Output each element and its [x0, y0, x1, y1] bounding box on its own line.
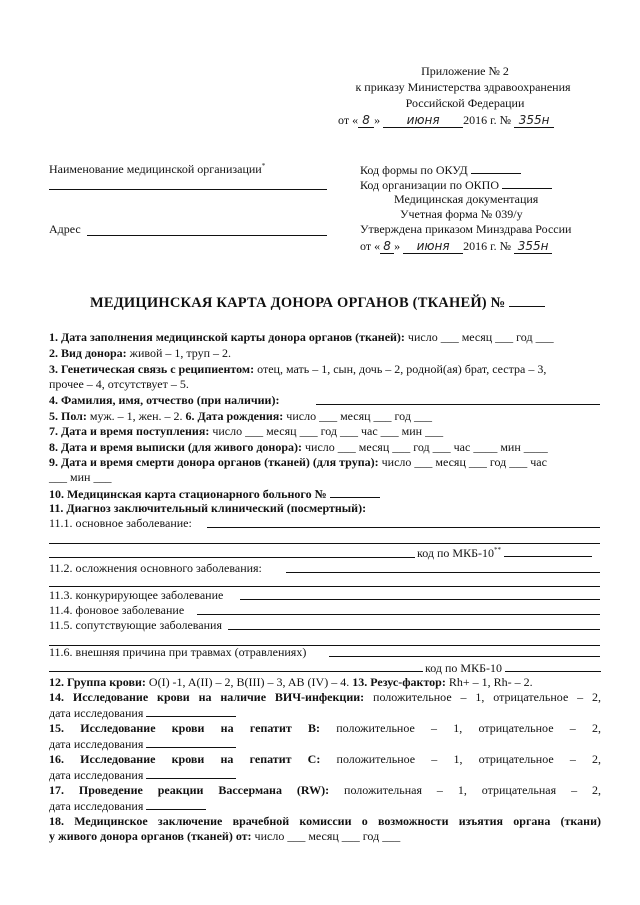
- approval-date-line: от « 8 » июня 2016 г. № 355н: [360, 239, 552, 254]
- hepb-study-date-field[interactable]: [146, 736, 236, 748]
- item-16-date: дата исследования: [49, 767, 236, 782]
- main-disease-field-2[interactable]: [49, 543, 600, 544]
- doc-type: Медицинская документация: [394, 192, 539, 206]
- item-15-date: дата исследования: [49, 736, 236, 751]
- item-3-cont: прочее – 4, отсутствует – 5.: [49, 377, 189, 391]
- approval-line: Утверждена приказом Минздрава России: [360, 222, 572, 236]
- item-10: 10. Медицинская карта стационарного больного №: [49, 486, 380, 501]
- appendix-order-line: к приказу Министерства здравоохранения: [355, 80, 571, 94]
- card-number-field[interactable]: [509, 295, 545, 307]
- handwritten-approval-number: 355н: [514, 240, 552, 254]
- handwritten-approval-month: июня: [403, 240, 463, 254]
- item-15: 15. Исследование крови на гепатит В: положительное – 1, отрицательное – 2,: [49, 721, 601, 735]
- item-14-date: дата исследования: [49, 705, 236, 720]
- form-title: МЕДИЦИНСКАЯ КАРТА ДОНОРА ОРГАНОВ (ТКАНЕЙ) №: [90, 295, 545, 310]
- external-cause-field[interactable]: [329, 656, 600, 657]
- okud-row: [360, 162, 521, 177]
- hiv-study-date-field[interactable]: [146, 705, 236, 717]
- external-cause-field-2[interactable]: [49, 671, 423, 672]
- address-field[interactable]: [87, 235, 327, 236]
- handwritten-day: 8: [358, 114, 374, 128]
- okud-label: Код формы по ОКУД: [360, 163, 468, 177]
- item-9: 9. Дата и время смерти донора органов (тканей) (для трупа): число ___ месяц ___ год ___ час: [49, 455, 547, 469]
- address-label: Адрес: [49, 222, 81, 236]
- okpo-label: Код организации по ОКПО: [360, 178, 500, 192]
- item-16: 16. Исследование крови на гепатит С: положительное – 1, отрицательное – 2,: [49, 752, 602, 766]
- item-11-4: 11.4. фоновое заболевание: [49, 603, 185, 617]
- okud-field[interactable]: [471, 162, 521, 174]
- item-17: 17. Проведение реакции Вассермана (RW): положительная – 1, отрицательная – 2,: [49, 783, 601, 797]
- item-5-6: 5. Пол: муж. – 1, жен. – 2. 6. Дата рождения: число ___ месяц ___ год ___: [49, 409, 432, 423]
- item-4: 4. Фамилия, имя, отчество (при наличии):: [49, 393, 280, 407]
- org-name-label: Наименование медицинской организации*: [49, 162, 266, 176]
- appendix-federation-line: Российской Федерации: [405, 96, 525, 110]
- mkb-code-field-1[interactable]: [504, 545, 592, 557]
- hepc-study-date-field[interactable]: [146, 767, 236, 779]
- inpatient-card-field[interactable]: [330, 486, 380, 498]
- item-18-cont: у живого донора органов (тканей) от: число ___ месяц ___ год ___: [49, 829, 401, 843]
- item-14: 14. Исследование крови на наличие ВИЧ-инфекции: положительное – 1, отрицательное – 2,: [49, 690, 602, 704]
- item-18: 18. Медицинское заключение врачебной комиссии о возможности изъятия органа (ткани): [49, 814, 601, 828]
- main-disease-field-3[interactable]: [49, 557, 415, 558]
- item-11-6: 11.6. внешняя причина при травмах (отравлениях): [49, 645, 307, 659]
- handwritten-order-number: 355н: [514, 114, 554, 128]
- date-open-quote: от «: [338, 113, 359, 127]
- concomitant-disease-field[interactable]: [228, 629, 600, 630]
- appendix-title: Приложение № 2: [421, 64, 509, 78]
- mkb-code-field-2[interactable]: [505, 660, 601, 672]
- date-year-number: 2016 г. №: [463, 113, 512, 127]
- item-1: 1. Дата заполнения медицинской карты донора органов (тканей): число ___ месяц ___ год ___: [49, 330, 554, 344]
- complications-field[interactable]: [286, 572, 600, 573]
- fio-field[interactable]: [316, 404, 600, 405]
- item-8: 8. Дата и время выписки (для живого донора): число ___ месяц ___ год ___ час ____ мин ____: [49, 440, 548, 454]
- handwritten-month: июня: [383, 114, 463, 128]
- handwritten-approval-day: 8: [380, 240, 394, 254]
- mkb-code-row-2: код по МКБ-10: [425, 660, 601, 675]
- main-disease-field[interactable]: [207, 527, 600, 528]
- rw-study-date-field[interactable]: [146, 798, 206, 810]
- item-11-3: 11.3. конкурирующее заболевание: [49, 588, 224, 602]
- item-11-5: 11.5. сопутствующие заболевания: [49, 618, 222, 632]
- appendix-date-line: [338, 113, 554, 128]
- item-17-date: дата исследования: [49, 798, 206, 813]
- date-close-quote: »: [374, 113, 381, 127]
- background-disease-field[interactable]: [197, 614, 600, 615]
- mkb-code-row-1: код по МКБ-10**: [417, 545, 592, 560]
- item-7: 7. Дата и время поступления: число ___ месяц ___ год ___ час ___ мин ___: [49, 424, 444, 438]
- competing-disease-field[interactable]: [240, 599, 600, 600]
- item-12-13: 12. Группа крови: O(I) -1, A(II) – 2, B(III) – 3, AB (IV) – 4. 13. Резус-фактор: Rh+ – 1, Rh- – 2.: [49, 675, 533, 689]
- item-3: 3. Генетическая связь с реципиентом: отец, мать – 1, сын, дочь – 2, родной(ая) брат, сестра – 3,: [49, 362, 547, 376]
- item-9-cont: ___ мин ___: [49, 470, 112, 484]
- org-name-field[interactable]: [49, 189, 327, 190]
- footnote-mark: *: [261, 162, 266, 170]
- complications-field-2[interactable]: [49, 586, 600, 587]
- item-11-1: 11.1. основное заболевание:: [49, 516, 192, 530]
- form-number: Учетная форма № 039/у: [400, 207, 523, 221]
- item-11: 11. Диагноз заключительный клинический (посмертный):: [49, 501, 367, 515]
- okpo-row: [360, 177, 552, 192]
- item-2: 2. Вид донора: живой – 1, труп – 2.: [49, 346, 232, 360]
- okpo-field[interactable]: [502, 177, 552, 189]
- item-11-2: 11.2. осложнения основного заболевания:: [49, 561, 262, 575]
